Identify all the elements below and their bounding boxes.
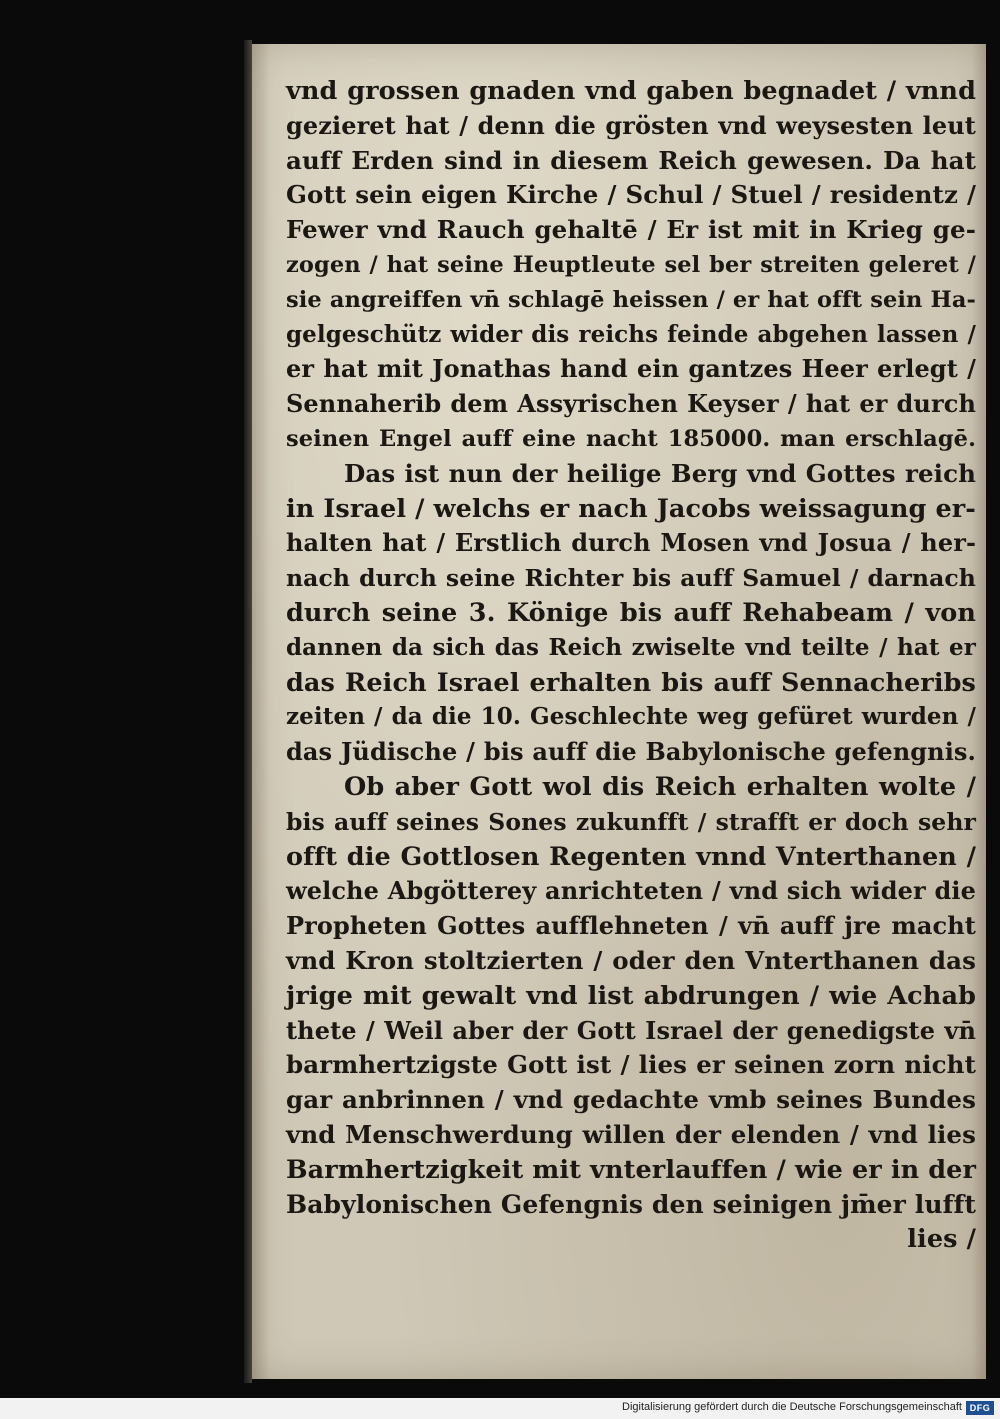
text-line: sie angreiffen vn̄ schlagē heissen / er hat offt sein Ha- [286, 286, 976, 313]
text-line: offt die Gottlosen Regenten vnnd Vnterthanen / [286, 841, 976, 872]
text-line: halten hat / Erstlich durch Mosen vnd Josua / her- [286, 528, 976, 558]
text-line: bis auff seines Sones zukunfft / strafft er doch sehr [286, 807, 976, 836]
text-line: barmhertzigste Gott ist / lies er seinen zorn nicht [286, 1050, 976, 1080]
page-binding-edge [244, 40, 252, 1383]
text-line: nach durch seine Richter bis auff Samuel / darnach [286, 564, 976, 593]
catchword: lies / [907, 1224, 976, 1255]
text-line: er hat mit Jonathas hand ein gantzes Heer erlegt / [286, 354, 976, 384]
text-line: vnd grossen gnaden vnd gaben begnadet / vnnd [286, 76, 976, 106]
text-line: gezieret hat / denn die grösten vnd weysesten leut [286, 110, 976, 140]
text-line: zogen / hat seine Heuptleute sel ber streiten geleret / [286, 251, 976, 278]
text-line: Gott sein eigen Kirche / Schul / Stuel / residentz / [286, 180, 976, 210]
text-line: in Israel / welchs er nach Jacobs weissagung er- [286, 493, 976, 524]
text-line: auff Erden sind in diesem Reich gewesen. Da hat [286, 145, 976, 175]
text-line: dannen da sich das Reich zwiselte vnd teilte / hat er [286, 633, 976, 661]
text-line: vnd Menschwerdung willen der elenden / vnd lies [286, 1119, 976, 1149]
text-line: Propheten Gottes aufflehneten / vn̄ auff jre macht [286, 911, 976, 941]
text-line: Sennaherib dem Assyrischen Keyser / hat er durch [286, 389, 976, 419]
footer-bar [0, 1398, 1000, 1419]
text-line: welche Abgötterey anrichteten / vnd sich wider die [286, 876, 976, 906]
text-line: thete / Weil aber der Gott Israel der genedigste vn̄ [286, 1015, 976, 1045]
dfg-logo: DFG [966, 1401, 994, 1415]
text-line: zeiten / da die 10. Geschlechte weg gefüret wurden / [286, 703, 976, 731]
text-line: Barmhertzigkeit mit vnterlauffen / wie er in der [286, 1154, 977, 1185]
text-line: das Jüdische / bis auff die Babylonische gefengnis. [286, 737, 976, 767]
text-line: jrige mit gewalt vnd list abdrungen / wie Achab [286, 980, 976, 1011]
text-line: gelgeschütz wider dis reichs feinde abgehen lassen / [286, 320, 976, 348]
text-line: seinen Engel auff eine nacht 185000. man erschlagē. [286, 425, 976, 452]
paragraph-start-line: Ob aber Gott wol dis Reich erhalten wolte / [344, 771, 976, 802]
text-line: Fewer vnd Rauch gehaltē / Er ist mit in Krieg ge- [286, 215, 976, 245]
paragraph-start-line: Das ist nun der heilige Berg vnd Gottes reich [344, 458, 976, 488]
text-line: durch seine 3. Könige bis auff Rehabeam / von [286, 597, 976, 628]
funding-credit: Digitalisierung gefördert durch die Deutsche Forschungsgemeinschaft [622, 1401, 962, 1413]
text-line: das Reich Israel erhalten bis auff Sennacheribs [286, 667, 976, 698]
text-line: gar anbrinnen / vnd gedachte vmb seines Bundes [286, 1085, 976, 1115]
page-text [286, 74, 976, 1257]
text-line: vnd Kron stoltzierten / oder den Vnterthanen das [286, 945, 976, 975]
text-line: Babylonischen Gefengnis den seinigen jm̄er lufft [286, 1189, 976, 1219]
